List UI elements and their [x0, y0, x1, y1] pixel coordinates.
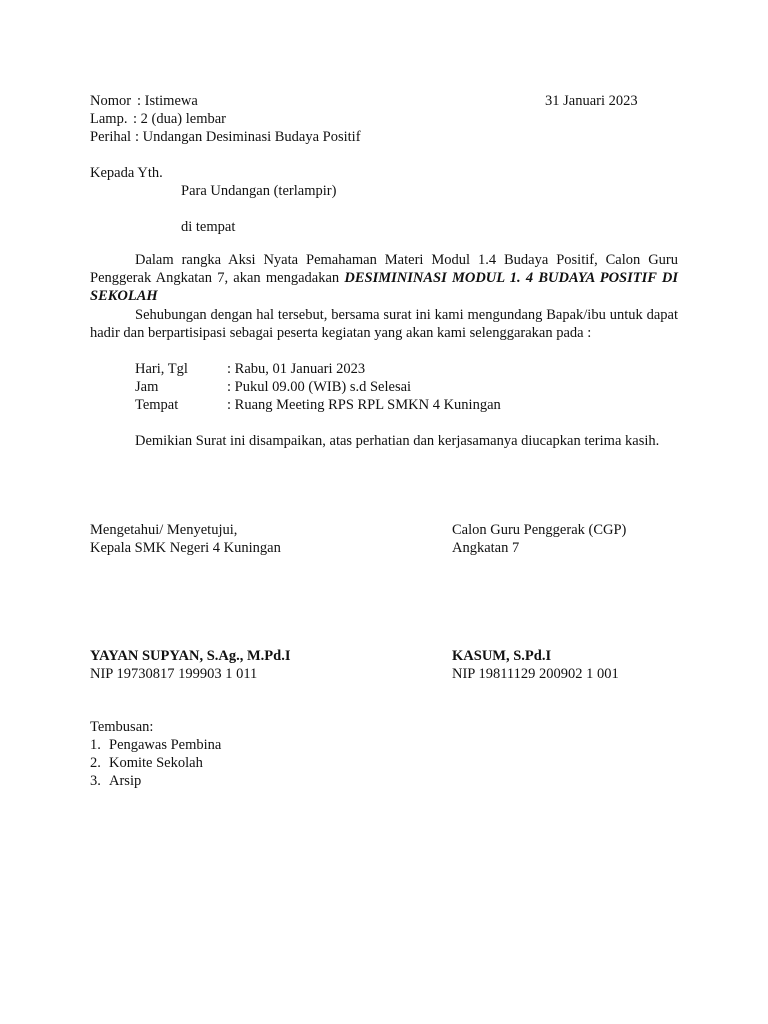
- closing-text: Demikian Surat ini disampaikan, atas perhatian dan kerjasamanya diucapkan terima kasih.: [135, 433, 660, 449]
- nomor-label: Nomor: [90, 93, 132, 109]
- tembusan-text: Komite Sekolah: [109, 755, 203, 771]
- sign-right-nip: NIP 19811129 200902 1 001: [452, 666, 619, 682]
- perihal-label: Perihal: [90, 129, 132, 145]
- tembusan-number: 2.: [90, 755, 101, 771]
- invitation-text: Sehubungan dengan hal tersebut, bersama surat ini kami mengundang Bapak/ibu untuk dapat hadir dan berpartisipasi sebagai peserta kegiatan yang akan kami selenggarakan pada :: [90, 307, 678, 341]
- detail-row-tempat: [135, 396, 501, 414]
- recipient-place: di tempat: [181, 219, 236, 235]
- sign-left-name: YAYAN SUPYAN, S.Ag., M.Pd.I: [90, 648, 291, 664]
- paragraph-closing: [90, 432, 678, 450]
- nomor-line: [90, 92, 198, 110]
- detail-label: Tempat: [135, 397, 179, 413]
- tembusan-title: Tembusan:: [90, 719, 154, 735]
- detail-value: : Rabu, 01 Januari 2023: [227, 361, 366, 377]
- intro-text: Dalam rangka Aksi Nyata Pemahaman Materi Modul 1.4 Budaya Positif, Calon Guru Penggerak Angkatan 7, akan mengadakan: [90, 252, 678, 286]
- tembusan-text: Pengawas Pembina: [109, 737, 222, 753]
- paragraph-invitation: [90, 306, 678, 342]
- sign-right-name: KASUM, S.Pd.I: [452, 648, 552, 664]
- detail-label: Jam: [135, 379, 159, 395]
- lamp-value: : 2 (dua) lembar: [133, 111, 227, 127]
- intro-emphasis: DESIMININASI MODUL 1. 4 BUDAYA POSITIF DI SEKOLAH: [90, 270, 678, 304]
- recipient-name: Para Undangan (terlampir): [181, 183, 337, 199]
- paragraph-intro: [90, 251, 678, 305]
- detail-row-jam: [135, 378, 411, 396]
- lamp-line: [90, 110, 226, 128]
- sign-left-nip: NIP 19730817 199903 1 011: [90, 666, 258, 682]
- letter-date: 31 Januari 2023: [545, 93, 638, 109]
- lamp-label: Lamp.: [90, 111, 128, 127]
- sign-left-line1: Mengetahui/ Menyetujui,: [90, 522, 238, 538]
- sign-right-line2: Angkatan 7: [452, 540, 520, 556]
- perihal-value: : Undangan Desiminasi Budaya Positif: [135, 129, 361, 145]
- sign-right-line1: Calon Guru Penggerak (CGP): [452, 522, 627, 538]
- tembusan-text: Arsip: [109, 773, 142, 789]
- tembusan-number: 3.: [90, 773, 101, 789]
- tembusan-item: [90, 754, 203, 772]
- detail-row-hari: [135, 360, 365, 378]
- detail-label: Hari, Tgl: [135, 361, 188, 377]
- sign-left-line2: Kepala SMK Negeri 4 Kuningan: [90, 540, 281, 556]
- detail-value: : Ruang Meeting RPS RPL SMKN 4 Kuningan: [227, 397, 501, 413]
- nomor-value: : Istimewa: [137, 93, 198, 109]
- tembusan-number: 1.: [90, 737, 101, 753]
- kepada-yth: Kepada Yth.: [90, 165, 163, 181]
- tembusan-item: [90, 736, 221, 754]
- tembusan-item: [90, 772, 141, 790]
- perihal-line: [90, 128, 361, 146]
- detail-value: : Pukul 09.00 (WIB) s.d Selesai: [227, 379, 412, 395]
